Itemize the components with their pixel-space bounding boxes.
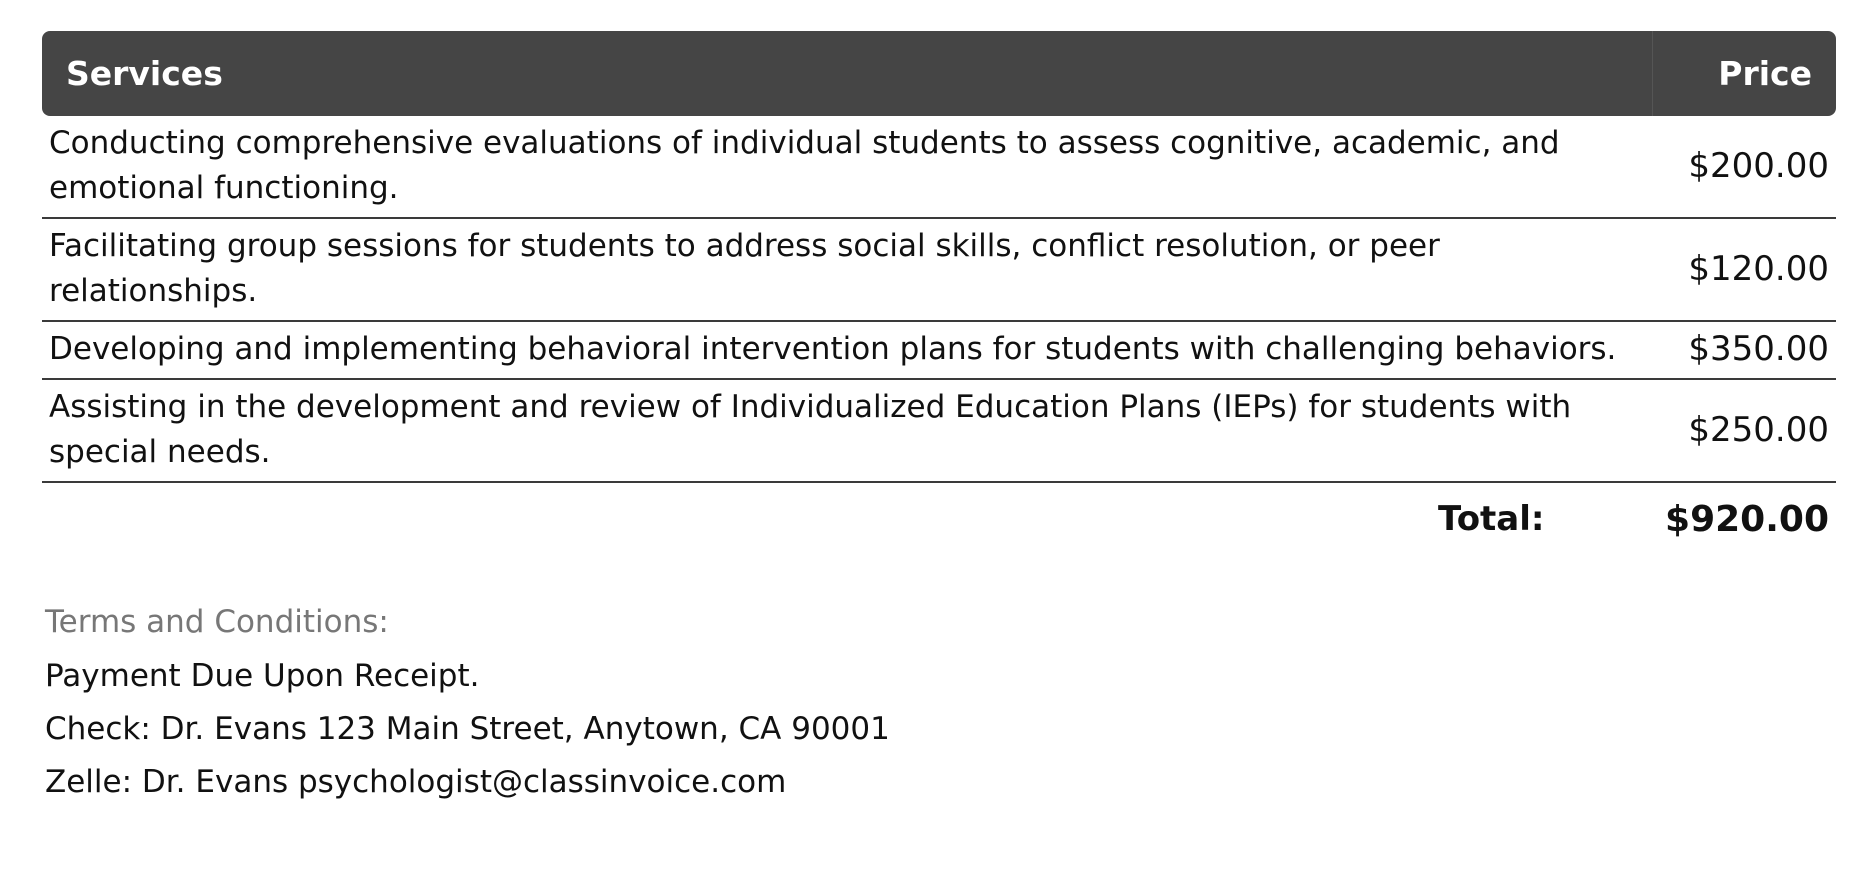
table-row [42,218,1836,321]
service-description: Facilitating group sessions for students to address social skills, conflict resolution, or peer relationships. [42,218,1653,321]
invoice-section [42,31,1836,817]
service-description: Assisting in the development and review of Individualized Education Plans (IEPs) for students with special needs. [42,379,1653,482]
table-row [42,321,1836,379]
terms-check-line: Check: Dr. Evans 123 Main Street, Anytown, CA 90001 [45,711,890,747]
total-label: Total: [1438,499,1545,539]
table-row [42,379,1836,482]
terms-zelle-line: Zelle: Dr. Evans psychologist@classinvoice.com [45,764,787,800]
table-header-row [42,31,1836,116]
services-table [42,31,1836,548]
total-value: $920.00 [1665,499,1829,540]
price-column-header: Price [1653,31,1837,116]
terms-heading: Terms and Conditions: [45,604,389,640]
terms-section [42,604,1836,800]
service-price: $250.00 [1653,379,1837,482]
service-price: $350.00 [1653,321,1837,379]
table-row [42,116,1836,218]
service-price: $200.00 [1653,116,1837,218]
service-price: $120.00 [1653,218,1837,321]
service-description: Conducting comprehensive evaluations of individual students to assess cognitive, academic, and emotional functioning. [42,116,1653,218]
service-description: Developing and implementing behavioral intervention plans for students with challenging behaviors. [42,321,1653,379]
terms-payment-line: Payment Due Upon Receipt. [45,658,480,694]
total-row [42,482,1836,548]
services-column-header: Services [42,31,1653,116]
